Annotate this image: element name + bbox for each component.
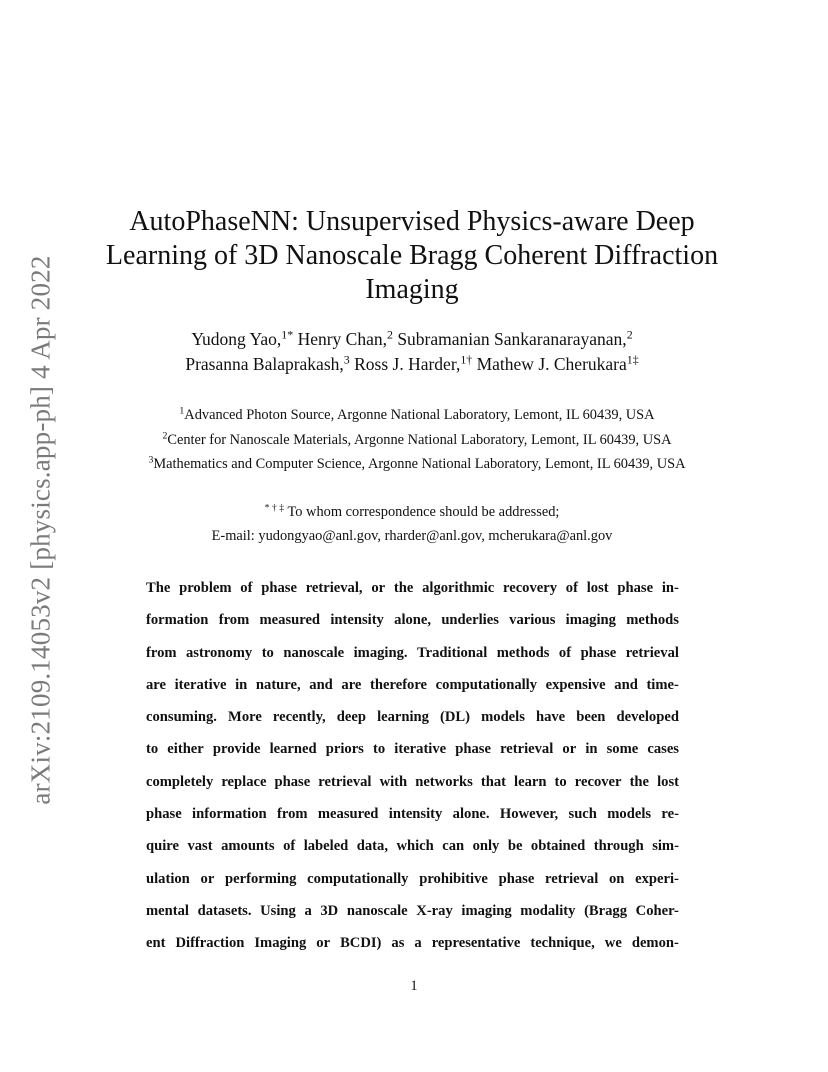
abstract-line: completely replace phase retrieval with networks that learn to recover the lost (146, 773, 679, 790)
author-affiliation-mark: 2 (626, 327, 633, 342)
affiliation (60, 428, 774, 453)
title-line: AutoPhaseNN: Unsupervised Physics-aware Deep (129, 206, 695, 237)
affiliation-mark: 1 (179, 405, 185, 417)
affiliation-text: Center for Nanoscale Materials, Argonne National Laboratory, Lemont, IL 60439, USA (167, 431, 672, 448)
title-line: Imaging (365, 274, 459, 305)
correspondence-text: To whom correspondence should be addressed; (284, 504, 560, 520)
abstract-line: from astronomy to nanoscale imaging. Traditional methods of phase retrieval (146, 644, 679, 661)
abstract-line: ent Diffraction Imaging or BCDI) as a representative technique, we demon- (146, 935, 679, 952)
affiliation (60, 403, 774, 428)
affiliation-list (60, 403, 774, 477)
author-name: Yudong Yao, (191, 329, 282, 349)
abstract-line: consuming. More recently, deep learning (DL) models have been developed (146, 709, 679, 726)
paper-title (90, 205, 734, 307)
author-name: Henry Chan, (293, 329, 387, 349)
author-name: Subramanian Sankaranarayanan, (392, 329, 627, 349)
abstract (146, 578, 679, 966)
author-line (90, 327, 734, 352)
arxiv-identifier-stamp: arXiv:2109.14053v2 [physics.app-ph] 4 Apr 2022 (25, 255, 56, 805)
abstract-line: mental datasets. Using a 3D nanoscale X-ray imaging modality (Bragg Coher- (146, 902, 679, 919)
author-name: Ross J. Harder, (349, 354, 461, 374)
author-affiliation-mark: 1* (281, 327, 294, 342)
abstract-line: ulation or performing computationally prohibitive phase retrieval on experi- (146, 870, 679, 887)
author-name: Mathew J. Cherukara (472, 354, 627, 374)
correspondence-symbols: * † ‡ (264, 502, 285, 514)
affiliation (60, 452, 774, 477)
affiliation-text: Advanced Photon Source, Argonne National Laboratory, Lemont, IL 60439, USA (184, 407, 655, 423)
author-affiliation-mark: 1‡ (626, 352, 639, 367)
abstract-line: to either provide learned priors to iterative phase retrieval or in some cases (146, 741, 679, 758)
correspondence-email: E-mail: yudongyao@anl.gov, rharder@anl.gov, mcherukara@anl.gov (211, 528, 613, 544)
author-affiliation-mark: 3 (343, 352, 350, 367)
author-line (90, 352, 734, 377)
author-affiliation-mark: 1† (460, 352, 473, 367)
page-number: 1 (410, 978, 418, 994)
abstract-line: are iterative in nature, and are therefore computationally expensive and time- (146, 676, 679, 693)
author-list (90, 327, 734, 377)
affiliation-mark: 3 (148, 454, 154, 466)
author-name: Prasanna Balaprakash, (185, 354, 344, 374)
affiliation-mark: 2 (162, 430, 168, 442)
correspondence-block (90, 500, 734, 548)
abstract-line: The problem of phase retrieval, or the algorithmic recovery of lost phase in- (146, 580, 679, 596)
abstract-line: phase information from measured intensity alone. However, such models re- (146, 806, 679, 823)
title-line: Learning of 3D Nanoscale Bragg Coherent Diffraction (105, 240, 719, 271)
abstract-line: formation from measured intensity alone, underlies various imaging methods (146, 612, 679, 629)
affiliation-text: Mathematics and Computer Science, Argonne National Laboratory, Lemont, IL 60439, USA (153, 456, 686, 472)
abstract-line: quire vast amounts of labeled data, which can only be obtained through sim- (146, 838, 679, 855)
correspondence-note (90, 500, 734, 524)
author-affiliation-mark: 2 (387, 327, 393, 342)
